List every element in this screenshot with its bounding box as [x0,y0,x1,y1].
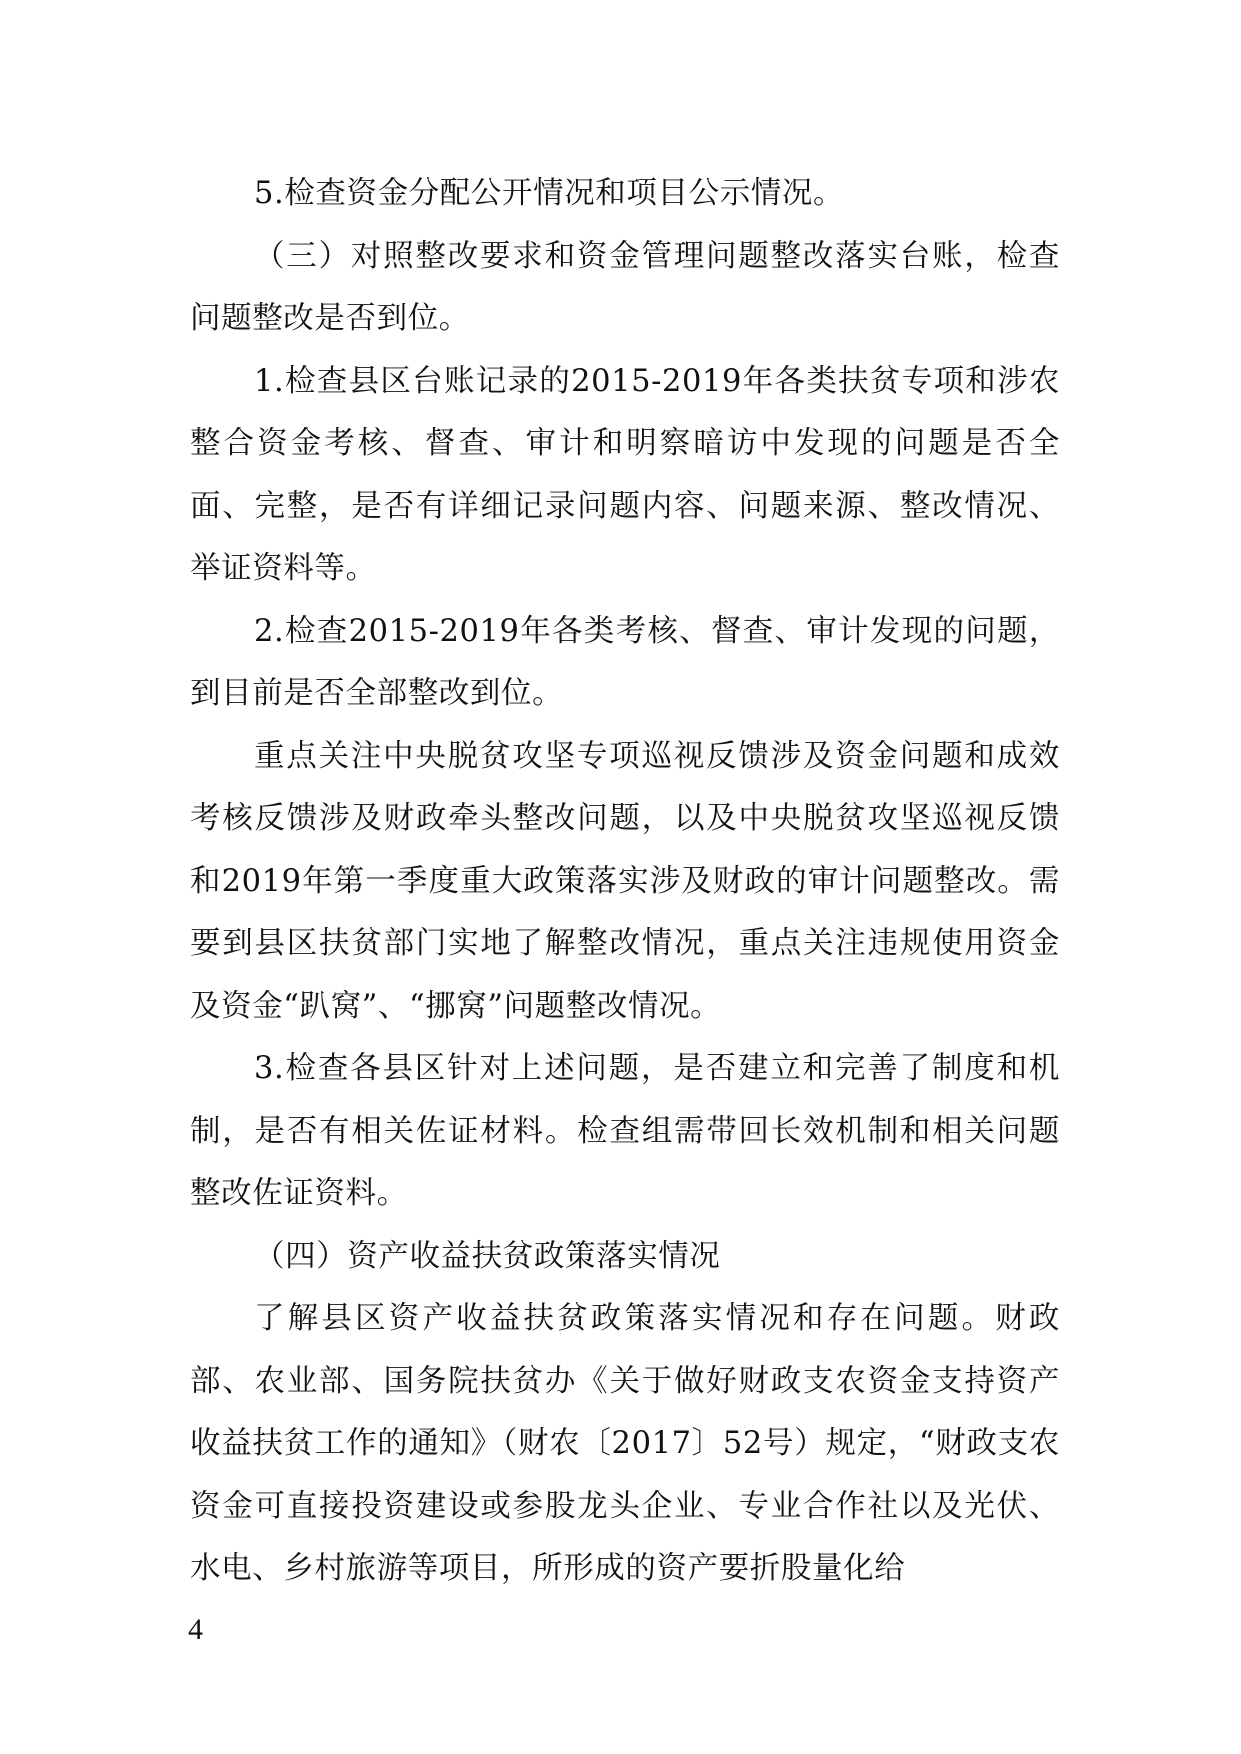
paragraph-focus: 重点关注中央脱贫攻坚专项巡视反馈涉及资金问题和成效考核反馈涉及财政牵头整改问题，以及中央脱贫攻坚巡视反馈和2019年第一季度重大政策落实涉及财政的审计问题整改。需要到县区扶贫部门实地了解整改情况，重点关注违规使用资金及资金“趴窝”、“挪窝”问题整改情况。 [190,738,1060,1024]
section-heading-4: （四）资产收益扶贫政策落实情况 [254,1238,721,1274]
paragraph-asset-income: 了解县区资产收益扶贫政策落实情况和存在问题。财政部、农业部、国务院扶贫办《关于做好财政支农资金支持资产收益扶贫工作的通知》（财农〔2017〕52号）规定，“财政支农资金可直接投资建设或参股龙头企业、专业合作社以及光伏、水电、乡村旅游等项目，所形成的资产要折股量化给 [190,1301,1060,1586]
paragraph-item-3: 3.检查各县区针对上述问题，是否建立和完善了制度和机制，是否有相关佐证材料。检查组需带回长效机制和相关问题整改佐证资料。 [190,1051,1060,1211]
paragraph-item-1: 1.检查县区台账记录的2015-2019年各类扶贫专项和涉农整合资金考核、督查、审计和明察暗访中发现的问题是否全面、完整，是否有详细记录问题内容、问题来源、整改情况、举证资料等。 [190,363,1060,586]
paragraph-item-5: 5.检查资金分配公开情况和项目公示情况。 [254,176,845,211]
paragraph-item-2: 2.检查2015-2019年各类考核、督查、审计发现的问题，到目前是否全部整改到位。 [190,613,1060,711]
page-number: 4 [188,1613,203,1646]
section-heading-3: （三）对照整改要求和资金管理问题整改落实台账，检查问题整改是否到位。 [190,238,1060,336]
body-text [190,163,1060,1601]
